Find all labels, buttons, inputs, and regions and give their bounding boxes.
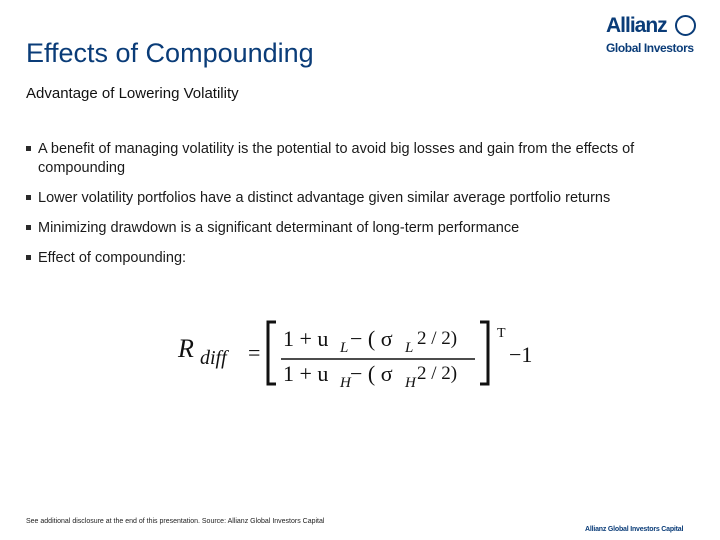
right-bracket: [480, 322, 488, 384]
formula-den-tail: 2 / 2): [417, 363, 458, 384]
left-bracket: [268, 322, 276, 384]
formula-exponent: T: [497, 326, 506, 341]
bullet-text: A benefit of managing volatility is the potential to avoid big losses and gain from the effects of compounding: [38, 141, 635, 176]
bullet-text: Minimizing drawdown is a significant determinant of long-term performance: [38, 220, 520, 236]
logo-sub-text: Global Investors: [606, 41, 694, 55]
formula-num-sub: L: [340, 340, 349, 356]
formula-num-rest: − ( σ: [350, 326, 393, 351]
footnote: See additional disclosure at the end of this presentation. Source: Allianz Global Investors Capital: [26, 518, 325, 525]
slide-subtitle: Advantage of Lowering Volatility: [26, 85, 239, 102]
formula-denominator: 1 + u: [283, 361, 329, 386]
formula-numerator: 1 + u: [283, 326, 329, 351]
formula-equals: =: [248, 340, 261, 365]
formula-minus-one: −1: [509, 342, 533, 367]
bullet-text: Effect of compounding:: [38, 250, 187, 266]
formula-den-sub: H: [340, 375, 351, 391]
logo-brand-text: Allianz: [606, 14, 667, 37]
formula-num-sigma-sub: L: [405, 340, 414, 356]
formula-den-rest: − ( σ: [350, 361, 393, 386]
slide-title: Effects of Compounding: [26, 38, 314, 68]
formula-lhs: R: [178, 334, 194, 363]
formula-lhs-sub: diff: [200, 347, 227, 369]
bullet-text: Lower volatility portfolios have a distinct advantage given similar average portfolio returns: [38, 190, 611, 206]
formula-den-sigma-sub: H: [405, 375, 416, 391]
footer-brand: Allianz Global Investors Capital: [585, 526, 684, 533]
formula-num-tail: 2 / 2): [417, 328, 458, 349]
